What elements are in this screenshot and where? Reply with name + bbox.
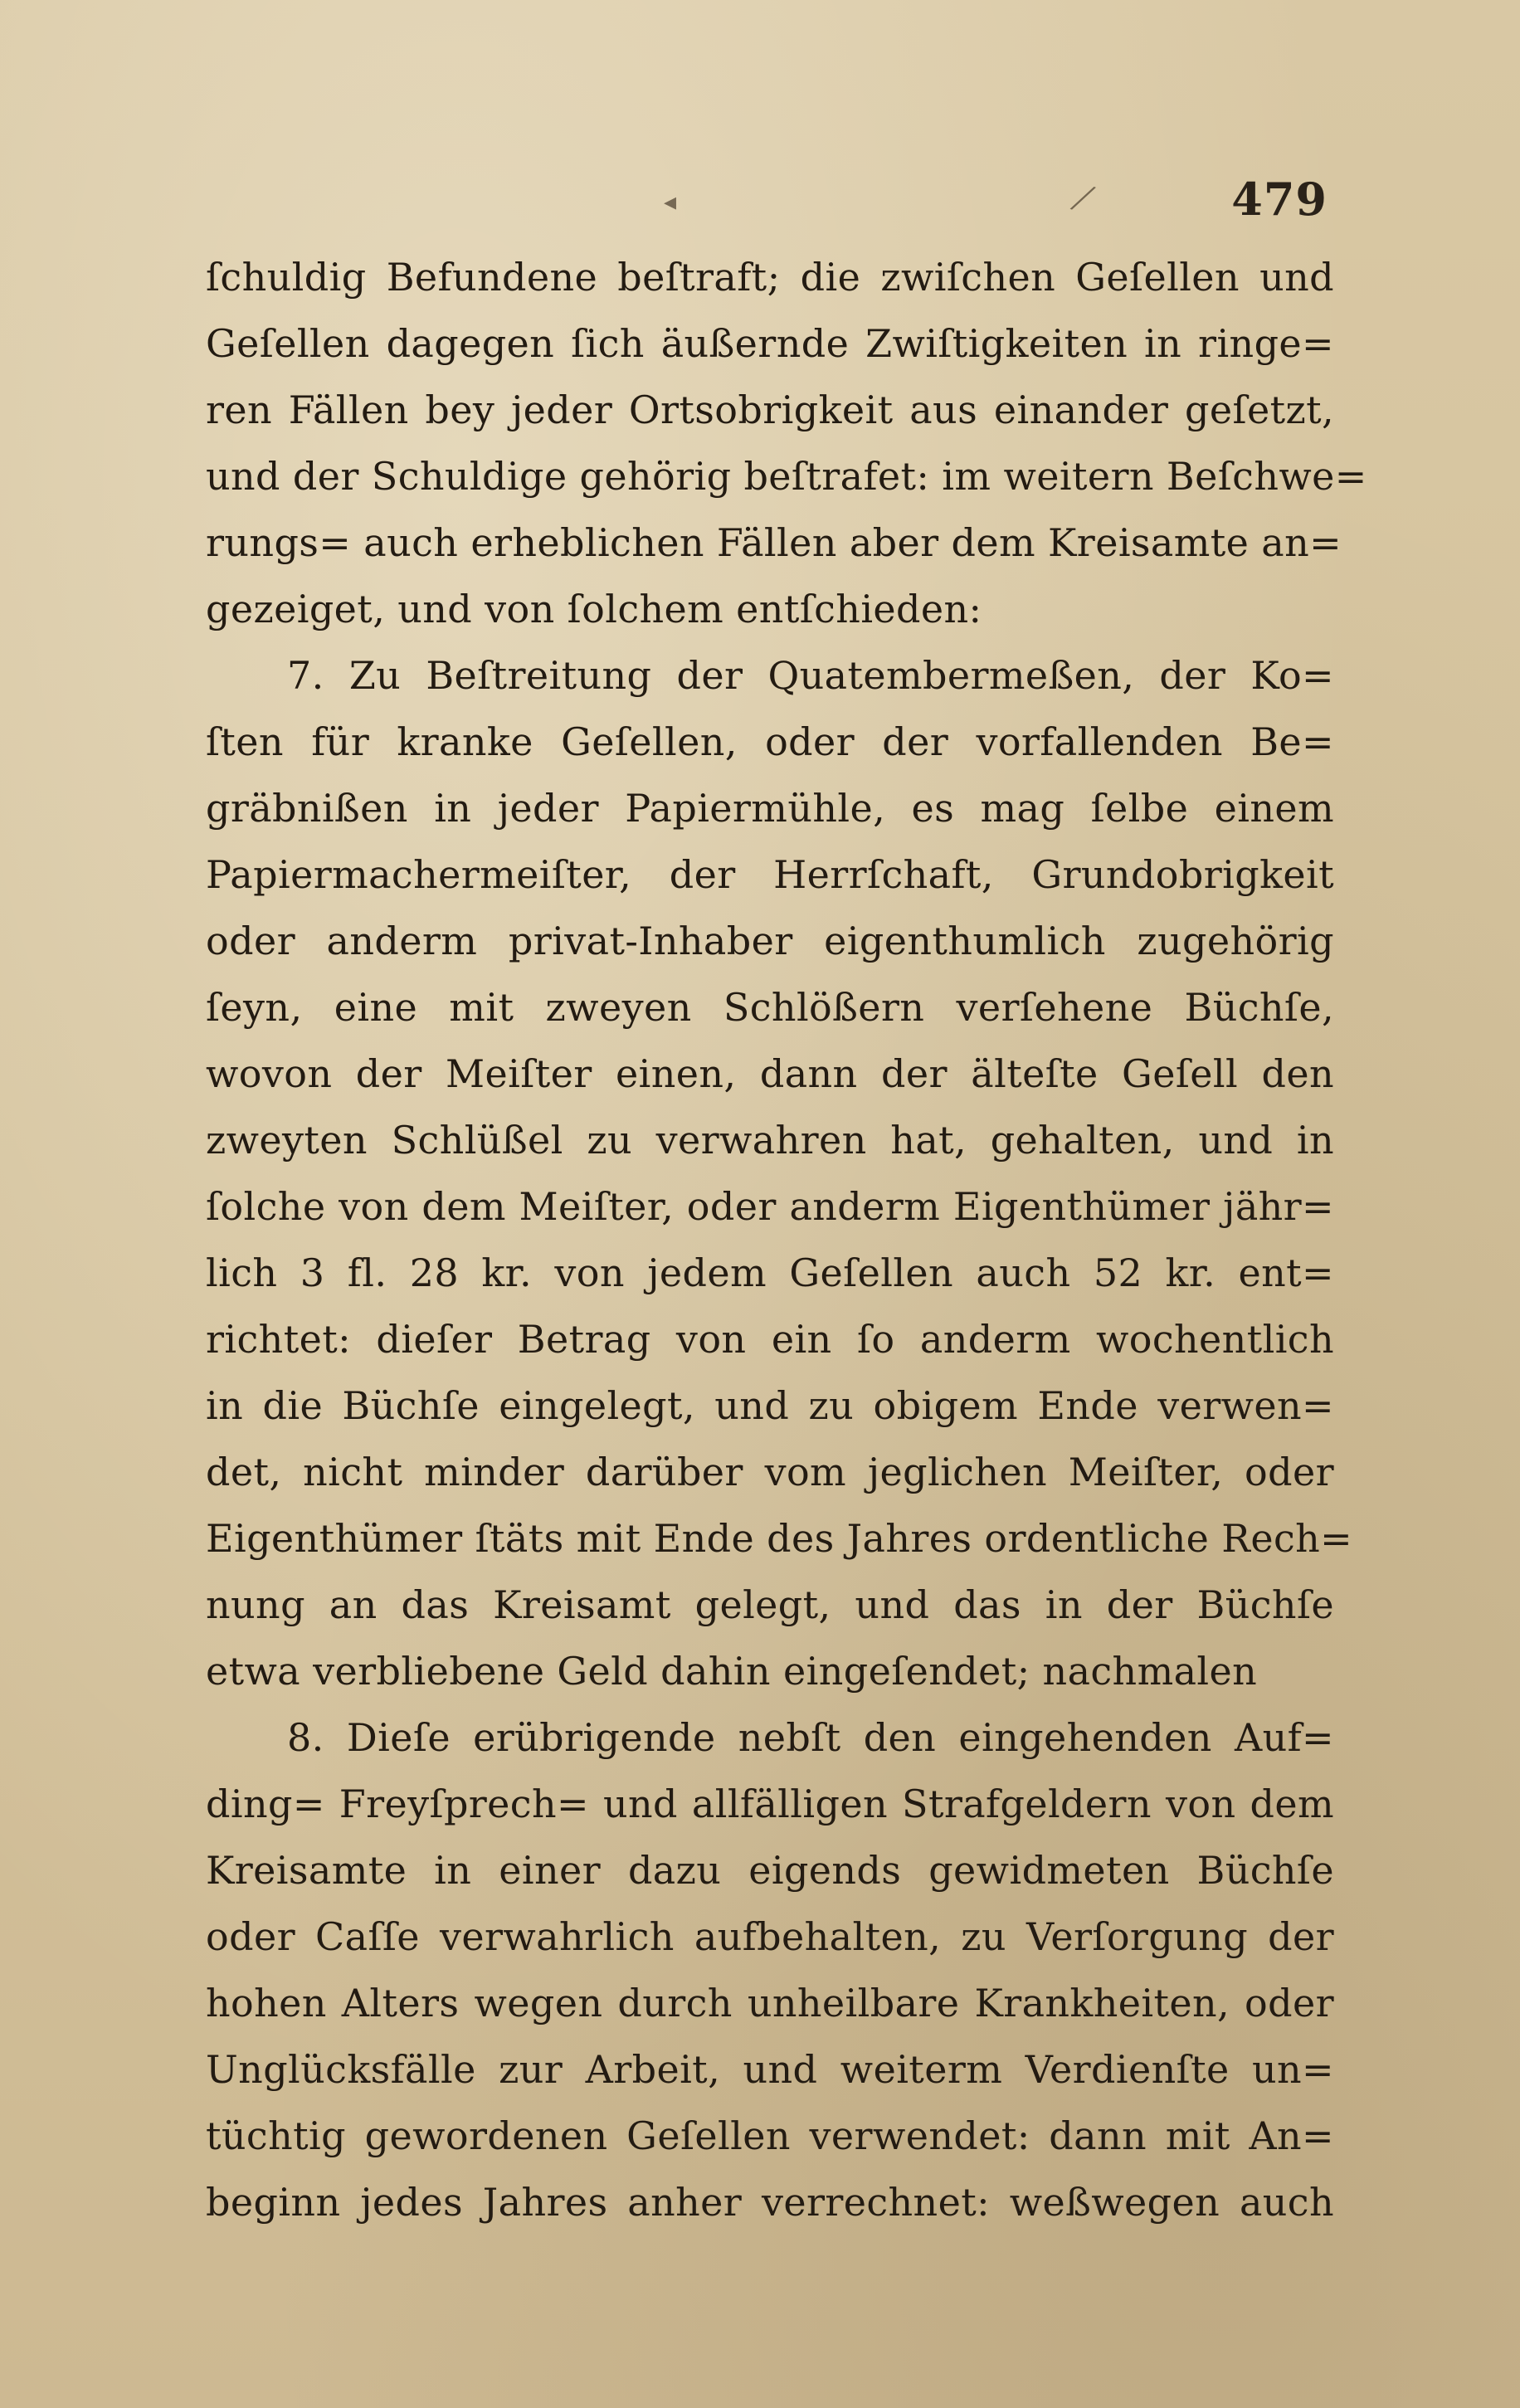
text-line: und der Schuldige gehörig beſtrafet: im weitern Beſchwe= — [206, 454, 1367, 499]
text-line: Eigenthümer ſtäts mit Ende des Jahres ordentliche Rech= — [206, 1516, 1353, 1561]
text-line: ſolche von dem Meiſter, oder anderm Eigenthümer jähr= — [206, 1184, 1334, 1229]
text-line: nung an das Kreisamt gelegt, und das in der Büchſe — [206, 1582, 1334, 1627]
ink-speck: ╱ — [1070, 182, 1095, 216]
paragraph-8-start: 8. Dieſe erübrigende nebſt den eingehenden Auf= — [287, 1715, 1334, 1760]
text-line: oder Caſſe verwahrlich aufbehalten, zu Verſorgung der — [206, 1914, 1334, 1959]
text-line: wovon der Meiſter einen, dann der älteſte Geſell den — [206, 1051, 1334, 1096]
text-line: oder anderm privat-Inhaber eigenthumlich zugehörig — [206, 919, 1334, 963]
paragraph-7-start: 7. Zu Beſtreitung der Quatembermeßen, der Ko= — [287, 653, 1334, 698]
text-line: ren Fällen bey jeder Ortsobrigkeit aus einander geſetzt, — [206, 388, 1334, 432]
text-line: etwa verbliebene Geld dahin eingeſendet; nachmalen — [206, 1649, 1258, 1694]
text-line: det, nicht minder darüber vom jeglichen Meiſter, oder — [206, 1450, 1334, 1494]
ink-speck: ◂ — [664, 188, 677, 217]
page-number: 479 — [1231, 173, 1328, 226]
text-line: ſchuldig Befundene beſtraft; die zwiſchen Geſellen und — [206, 255, 1334, 300]
text-line: Geſellen dagegen ſich äußernde Zwiſtigkeiten in ringe= — [206, 321, 1334, 366]
text-line: tüchtig gewordenen Geſellen verwendet: dann mit An= — [206, 2113, 1334, 2158]
text-line: beginn jedes Jahres anher verrechnet: weßwegen auch — [206, 2180, 1334, 2225]
text-line: gräbnißen in jeder Papiermühle, es mag ſelbe einem — [206, 786, 1334, 831]
text-line: ſeyn, eine mit zweyen Schlößern verſehene Büchſe, — [206, 985, 1334, 1030]
text-line: Papiermachermeiſter, der Herrſchaft, Grundobrigkeit — [206, 852, 1334, 897]
text-line: ding= Freyſprech= und allfälligen Strafgeldern von dem — [206, 1782, 1334, 1826]
text-line: rungs= auch erheblichen Fällen aber dem Kreisamte an= — [206, 520, 1342, 565]
text-line: lich 3 fl. 28 kr. von jedem Geſellen auch 52 kr. ent= — [206, 1250, 1334, 1295]
text-line: Unglücksfälle zur Arbeit, und weiterm Verdienſte un= — [206, 2047, 1334, 2092]
text-line: ſten für kranke Geſellen, oder der vorfallenden Be= — [206, 719, 1334, 764]
text-line: richtet: dieſer Betrag von ein ſo anderm wochentlich — [206, 1317, 1334, 1362]
text-line: hohen Alters wegen durch unheilbare Krankheiten, oder — [206, 1981, 1334, 2025]
text-line: gezeiget, und von ſolchem entſchieden: — [206, 587, 982, 631]
text-line: Kreisamte in einer dazu eigends gewidmeten Büchſe — [206, 1848, 1334, 1893]
text-line: in die Büchſe eingelegt, und zu obigem Ende verwen= — [206, 1383, 1334, 1428]
body-text — [206, 244, 1367, 2235]
text-line: zweyten Schlüßel zu verwahren hat, gehalten, und in — [206, 1118, 1334, 1163]
